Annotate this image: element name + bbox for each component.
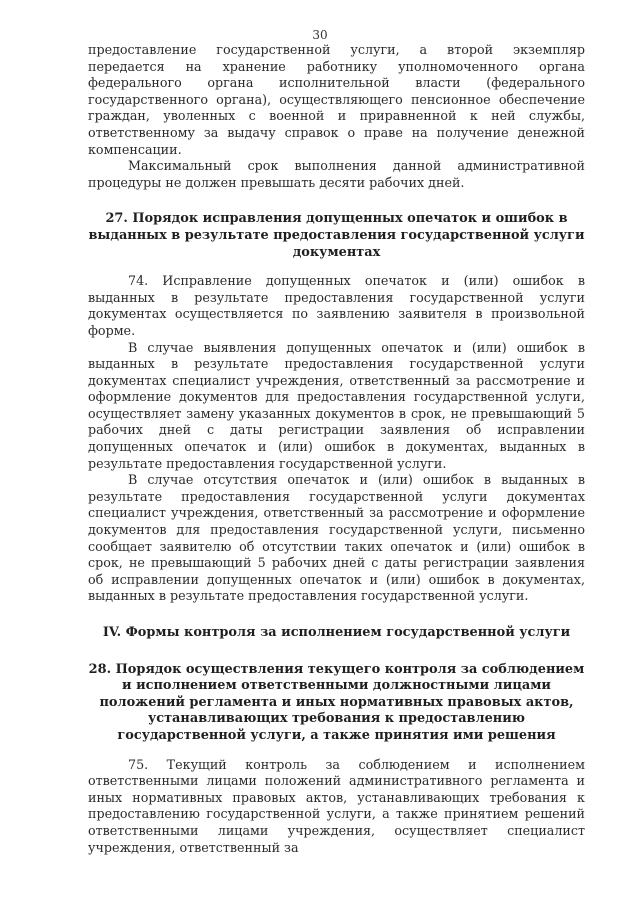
paragraph-no-errors: В случае отсутствия опечаток и (или) ошибок в выданных в результате предоставления государственной услуги документах специалист учреждения, ответственный за рассмотрение и оформление документов для предоставления государственной услуги, письменно сообщает заявителю об отсутствии таких опечаток и (или) ошибок в срок, не превышающий 5 рабочих дней с даты регистрации заявления об исправлении допущенных опечаток и (или) ошибок в документах, выданных в результате предоставления государственной услуги. xyxy=(88,472,585,604)
document-body xyxy=(88,42,585,856)
heading-section-27: 27. Порядок исправления допущенных опечаток и ошибок в выданных в результате предоставления государственной услуги документах xyxy=(88,211,585,260)
page-number: 30 xyxy=(312,28,328,42)
paragraph-max-term: Максимальный срок выполнения данной административной процедуры не должен превышать десяти рабочих дней. xyxy=(88,158,585,190)
heading-section-iv: IV. Формы контроля за исполнением государственной услуги xyxy=(102,625,571,640)
paragraph-errors-found: В случае выявления допущенных опечаток и (или) ошибок в выданных в результате предоставления государственной услуги документах специалист учреждения, ответственный за рассмотрение и оформление документов для предоставления государственной услуги, осуществляет замену указанных документов в срок, не превышающий 5 рабочих дней с даты регистрации заявления об исправлении допущенных опечаток и (или) ошибок в документах, выданных в результате предоставления государственной услуги. xyxy=(88,339,585,471)
paragraph-continued: предоставление государственной услуги, а второй экземпляр передается на хранение работнику уполномоченного органа федерального органа исполнительной власти (федерального государственного органа), осуществляющего пенсионное обеспечение граждан, уволенных с военной и приравненной к ней службы, ответственному за выдачу справок о праве на получение денежной компенсации. xyxy=(88,42,585,157)
paragraph-74: 74. Исправление допущенных опечаток и (или) ошибок в выданных в результате предоставления государственной услуги документах осуществляется по заявлению заявителя в произвольной форме. xyxy=(88,273,585,338)
heading-section-28: 28. Порядок осуществления текущего контроля за соблюдением и исполнением ответственными должностными лицами положений регламента и иных нормативных правовых актов, устанавливающих требования к предоставлению государственной услуги, а также принятия ими решения xyxy=(88,661,585,743)
paragraph-75: 75. Текущий контроль за соблюдением и исполнением ответственными лицами положений административного регламента и иных нормативных правовых актов, устанавливающих требования к предоставлению государственной услуги, а также принятием решений ответственными лицами учреждения, осуществляет специалист учреждения, ответственный за xyxy=(88,756,585,855)
